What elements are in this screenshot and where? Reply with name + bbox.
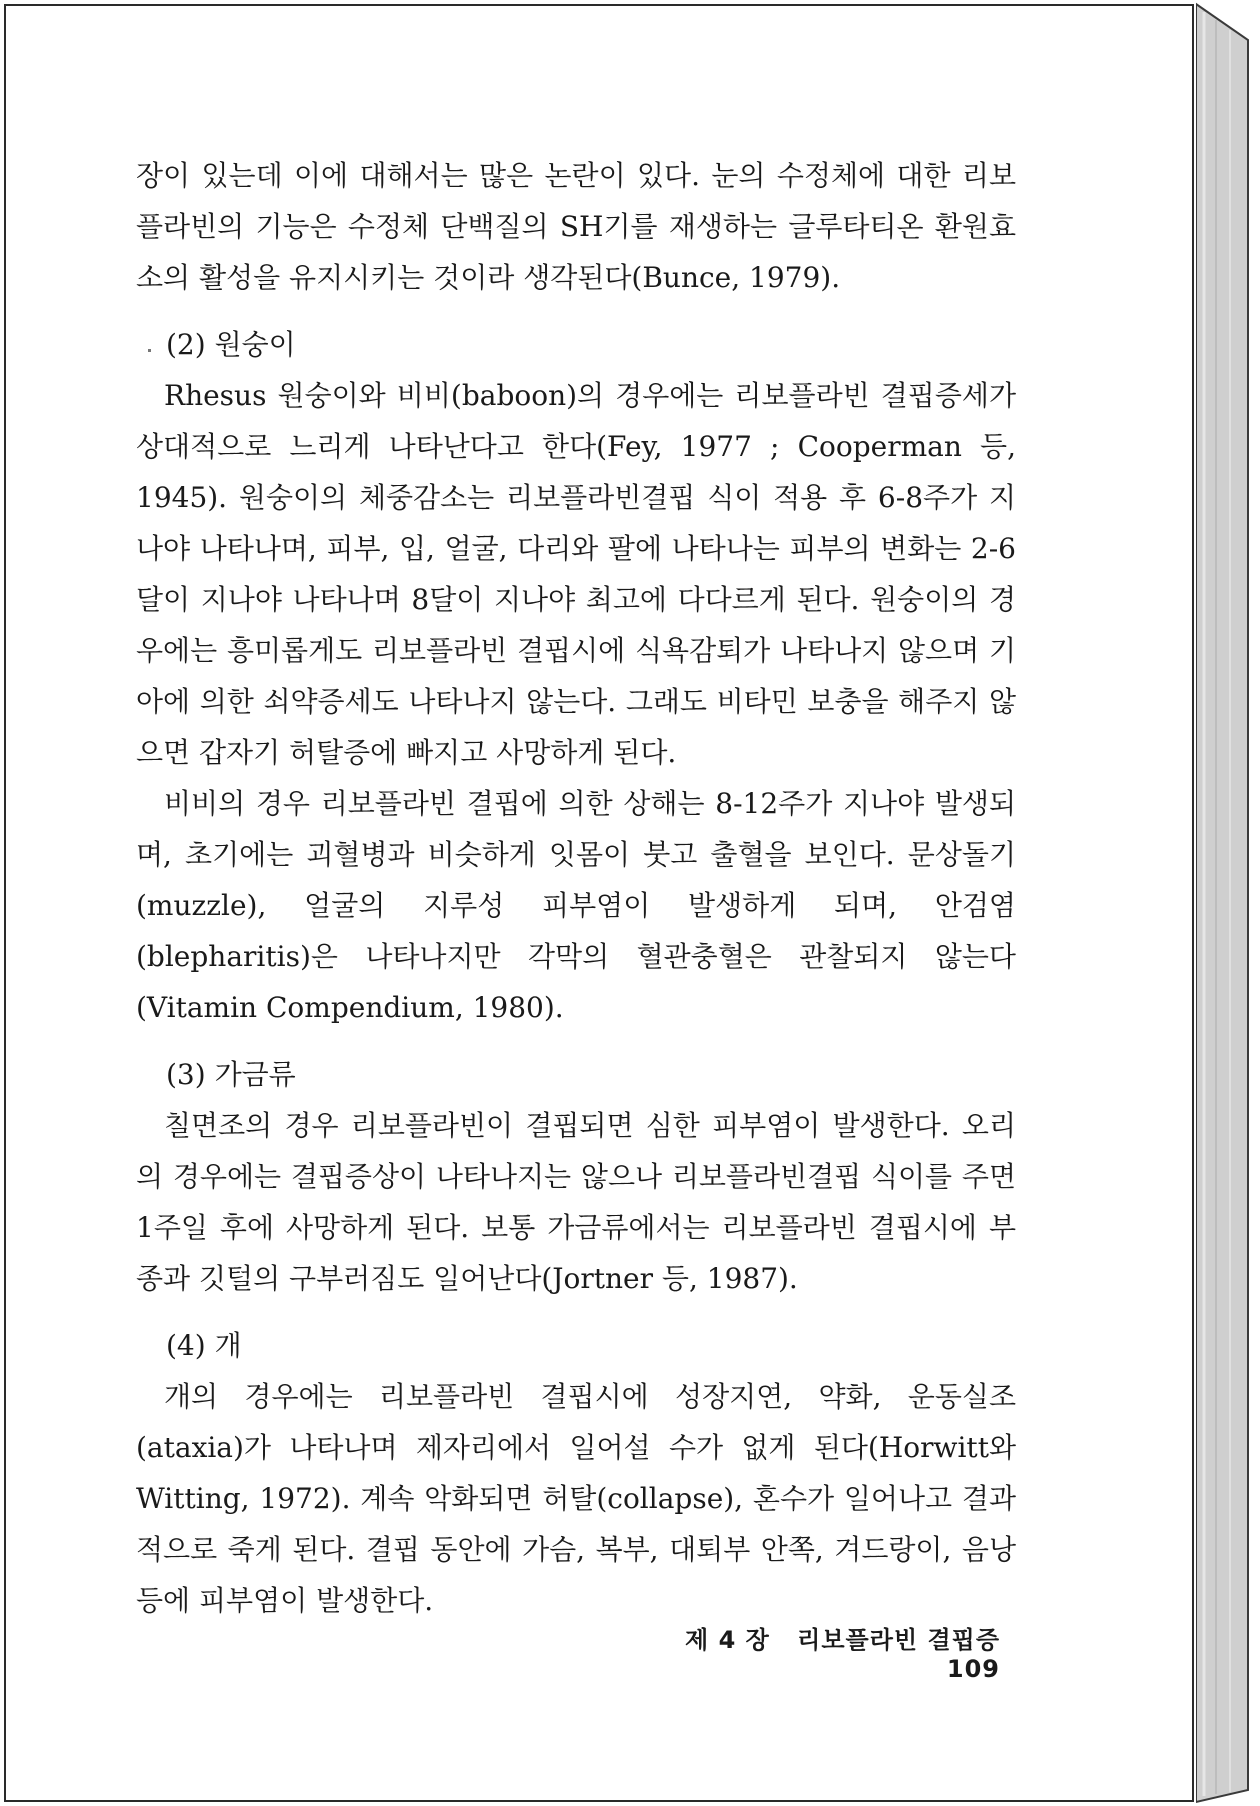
paragraph-monkey-2: 비비의 경우 리보플라빈 결핍에 의한 상해는 8-12주가 지나야 발생되며, 초기에는 괴혈병과 비슷하게 잇몸이 붓고 출혈을 보인다. 문상돌기(muzzle), 얼굴의 지루성 피부염이 발생하게 되며, 안검염(blepharitis)은 나타나지만 각막의 혈관충혈은 관찰되지 않는다(Vitamin Compendium, 1980). [136,787,1016,1024]
section-heading-dog: (4) 개 [166,1329,242,1362]
paragraph-monkey-1: Rhesus 원숭이와 비비(baboon)의 경우에는 리보플라빈 결핍증세가 상대적으로 느리게 나타난다고 한다(Fey, 1977 ; Cooperman 등, 1945). 원숭이의 체중감소는 리보플라빈결핍 식이 적용 후 6-8주가 지나야 나타나며, 피부, 입, 얼굴, 다리와 팔에 나타나는 피부의 변화는 2-6달이 지나야 나타나며 8달이 지나야 최고에 다다르게 된다. 원숭이의 경우에는 흥미롭게도 리보플라빈 결핍시에 식욕감퇴가 나타나지 않으며 기아에 의한 쇠약증세도 나타나지 않는다. 그래도 비타민 보충을 해주지 않으면 갑자기 허탈증에 빠지고 사망하게 된다. [136,379,1016,769]
book-edge [1196,0,1256,1806]
paragraph-dog: 개의 경우에는 리보플라빈 결핍시에 성장지연, 약화, 운동실조(ataxia)가 나타나며 제자리에서 일어설 수가 없게 된다(Horwitt와 Witting, 1972). 계속 악화되면 허탈(collapse), 혼수가 일어나고 결과적으로 죽게 된다. 결핍 동안에 가슴, 복부, 대퇴부 안쪽, 겨드랑이, 음낭 등에 피부염이 발생한다. [136,1380,1016,1617]
footer-chapter-title: 리보플라빈 결핍증 [797,1626,1000,1654]
footer-chapter: 제 4 장 [685,1626,770,1654]
body-text [136,150,1016,1626]
section-heading-poultry: (3) 가금류 [166,1058,296,1091]
section-heading-monkey: (2) 원숭이 [166,328,296,361]
paragraph-intro: 장이 있는데 이에 대해서는 많은 논란이 있다. 눈의 수정체에 대한 리보플라빈의 기능은 수정체 단백질의 SH기를 재생하는 글루타티온 환원효소의 활성을 유지시키는 것이라 생각된다(Bunce, 1979). [136,159,1016,294]
page-number: 109 [946,1655,1000,1683]
running-footer [640,1620,1000,1683]
paragraph-poultry: 칠면조의 경우 리보플라빈이 결핍되면 심한 피부염이 발생한다. 오리의 경우에는 결핍증상이 나타나지는 않으나 리보플라빈결핍 식이를 주면 1주일 후에 사망하게 된다. 보통 가금류에서는 리보플라빈 결핍시에 부종과 깃털의 구부러짐도 일어난다(Jortner 등, 1987). [136,1109,1016,1295]
